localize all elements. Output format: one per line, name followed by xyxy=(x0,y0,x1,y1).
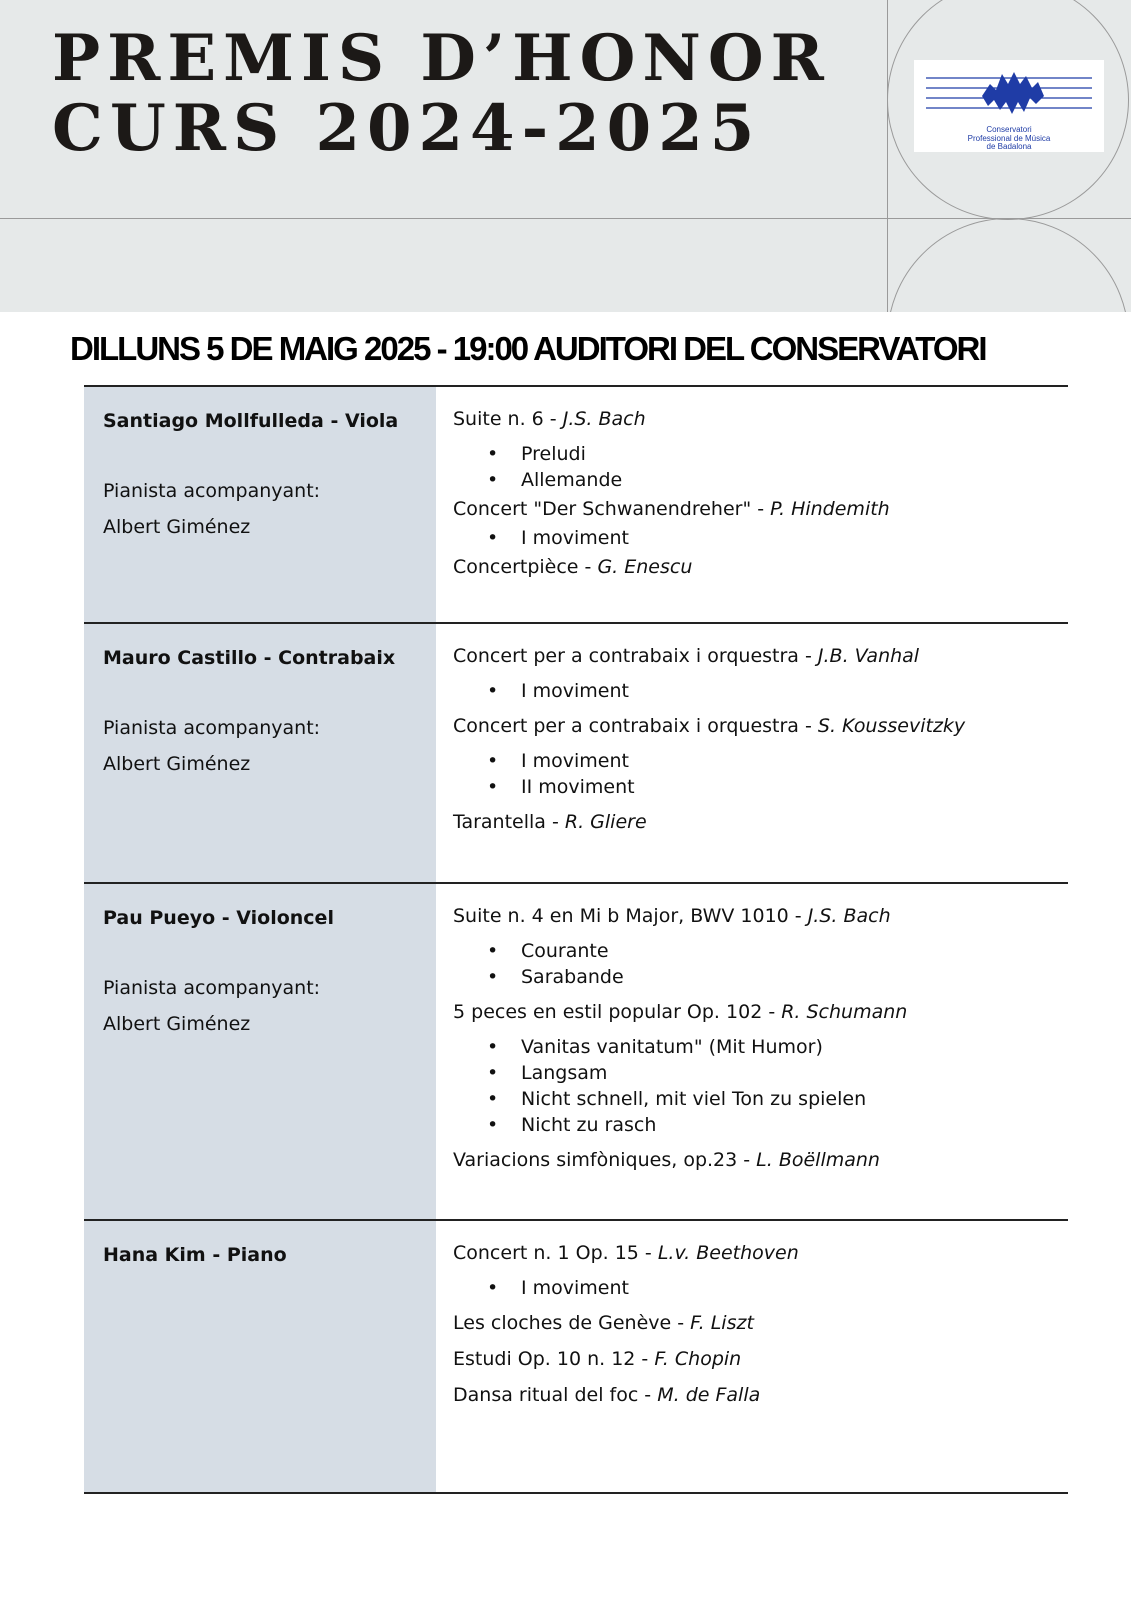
movement-label: I moviment xyxy=(521,527,629,549)
program-row xyxy=(84,1221,1068,1494)
work-name: Tarantella - xyxy=(453,811,565,833)
work-name: Estudi Op. 10 n. 12 - xyxy=(453,1348,655,1370)
accompanist-name: Albert Giménez xyxy=(103,1013,251,1035)
work-name: Concert per a contrabaix i orquestra - xyxy=(453,715,818,737)
accompanist-label: Pianista acompanyant: xyxy=(103,480,321,502)
decorative-horizontal-line xyxy=(0,218,1131,219)
repertoire-cell xyxy=(436,1221,1068,1492)
composer-name: L.v. Beethoven xyxy=(657,1242,799,1264)
composer-name: R. Gliere xyxy=(564,811,647,833)
work-title xyxy=(453,904,1068,928)
event-subtitle: DILLUNS 5 DE MAIG 2025 - 19:00 AUDITORI DEL CONSERVATORI xyxy=(70,330,986,367)
work-title xyxy=(453,555,1068,579)
work-title xyxy=(453,1000,1068,1024)
logo-caption-line-2: Professional de Música xyxy=(967,133,1051,143)
accompanist-label: Pianista acompanyant: xyxy=(103,977,321,999)
work-title xyxy=(453,644,1068,668)
work-name: Concert "Der Schwanendreher" - xyxy=(453,498,771,520)
movement-item xyxy=(453,467,1068,493)
accompanist-name: Albert Giménez xyxy=(103,753,251,775)
movement-list xyxy=(453,441,1068,493)
movement-item xyxy=(453,1112,1068,1138)
composer-name: L. Boëllmann xyxy=(756,1149,880,1171)
composer-name: R. Schumann xyxy=(781,1001,908,1023)
movement-label: Courante xyxy=(521,940,609,962)
performer-name: Hana Kim - Piano xyxy=(103,1244,287,1266)
logo-caption xyxy=(914,126,1104,152)
performer-cell xyxy=(84,884,436,1219)
movement-item xyxy=(453,1034,1068,1060)
program-row xyxy=(84,387,1068,624)
movement-label: I moviment xyxy=(521,750,629,772)
movement-item xyxy=(453,525,1068,551)
movement-label: Langsam xyxy=(521,1062,608,1084)
repertoire-cell xyxy=(436,624,1068,882)
movement-item xyxy=(453,441,1068,467)
work-name: 5 peces en estil popular Op. 102 - xyxy=(453,1001,782,1023)
movement-label: II moviment xyxy=(521,776,635,798)
performer-cell xyxy=(84,387,436,622)
movement-label: Nicht schnell, mit viel Ton zu spielen xyxy=(521,1088,867,1110)
performer-name: Pau Pueyo - Violoncel xyxy=(103,907,334,929)
header-banner xyxy=(0,0,1131,312)
repertoire-cell xyxy=(436,884,1068,1219)
composer-name: J.S. Bach xyxy=(807,905,891,927)
title-line-1: PREMIS D’HONOR xyxy=(52,21,831,96)
movement-item xyxy=(453,1275,1068,1301)
composer-name: G. Enescu xyxy=(597,556,693,578)
work-title xyxy=(453,1347,1068,1371)
decorative-vertical-line xyxy=(887,0,888,312)
performer-cell xyxy=(84,1221,436,1492)
movement-label: I moviment xyxy=(521,680,629,702)
work-title xyxy=(453,1383,1068,1407)
work-title xyxy=(453,1311,1068,1335)
composer-name: F. Chopin xyxy=(654,1348,742,1370)
work-title xyxy=(453,1148,1068,1172)
movement-list xyxy=(453,938,1068,990)
conservatori-logo xyxy=(914,60,1104,152)
work-title xyxy=(453,497,1068,521)
work-name: Concert n. 1 Op. 15 - xyxy=(453,1242,658,1264)
composer-name: F. Liszt xyxy=(690,1312,754,1334)
movement-label: Nicht zu rasch xyxy=(521,1114,657,1136)
movement-item xyxy=(453,1086,1068,1112)
logo-caption-line-3: de Badalona xyxy=(986,142,1032,151)
movement-list xyxy=(453,748,1068,800)
movement-item xyxy=(453,748,1068,774)
movement-label: Vanitas vanitatum" (Mit Humor) xyxy=(521,1036,823,1058)
performer-cell xyxy=(84,624,436,882)
work-title xyxy=(453,714,1068,738)
movement-list xyxy=(453,525,1068,551)
accompanist-label: Pianista acompanyant: xyxy=(103,717,321,739)
work-name: Suite n. 4 en Mi b Major, BWV 1010 - xyxy=(453,905,808,927)
movement-list xyxy=(453,1034,1068,1138)
movement-list xyxy=(453,1275,1068,1301)
program-row xyxy=(84,624,1068,884)
composer-name: M. de Falla xyxy=(657,1384,761,1406)
page-title xyxy=(52,21,831,166)
decorative-circle-bottom xyxy=(887,218,1129,312)
logo-staff-icon xyxy=(924,66,1094,124)
movement-item xyxy=(453,938,1068,964)
work-name: Variacions simfòniques, op.23 - xyxy=(453,1149,757,1171)
performer-name: Santiago Mollfulleda - Viola xyxy=(103,410,399,432)
program-table xyxy=(84,385,1068,1494)
movement-label: I moviment xyxy=(521,1277,629,1299)
movement-item xyxy=(453,678,1068,704)
movement-item xyxy=(453,1060,1068,1086)
composer-name: J.B. Vanhal xyxy=(817,645,920,667)
work-name: Suite n. 6 - xyxy=(453,408,563,430)
movement-item xyxy=(453,774,1068,800)
title-line-2: CURS 2024-2025 xyxy=(52,91,762,166)
work-name: Dansa ritual del foc - xyxy=(453,1384,658,1406)
work-title xyxy=(453,407,1068,431)
composer-name: P. Hindemith xyxy=(770,498,890,520)
program-row xyxy=(84,884,1068,1221)
performer-name: Mauro Castillo - Contrabaix xyxy=(103,647,396,669)
composer-name: J.S. Bach xyxy=(562,408,646,430)
movement-label: Preludi xyxy=(521,443,586,465)
accompanist-name: Albert Giménez xyxy=(103,516,251,538)
repertoire-cell xyxy=(436,387,1068,622)
work-name: Les cloches de Genève - xyxy=(453,1312,691,1334)
movement-label: Sarabande xyxy=(521,966,624,988)
composer-name: S. Koussevitzky xyxy=(817,715,966,737)
work-name: Concertpièce - xyxy=(453,556,598,578)
work-name: Concert per a contrabaix i orquestra - xyxy=(453,645,818,667)
movement-label: Allemande xyxy=(521,469,623,491)
work-title xyxy=(453,810,1068,834)
movement-list xyxy=(453,678,1068,704)
logo-caption-line-1: Conservatori xyxy=(986,125,1032,134)
work-title xyxy=(453,1241,1068,1265)
movement-item xyxy=(453,964,1068,990)
